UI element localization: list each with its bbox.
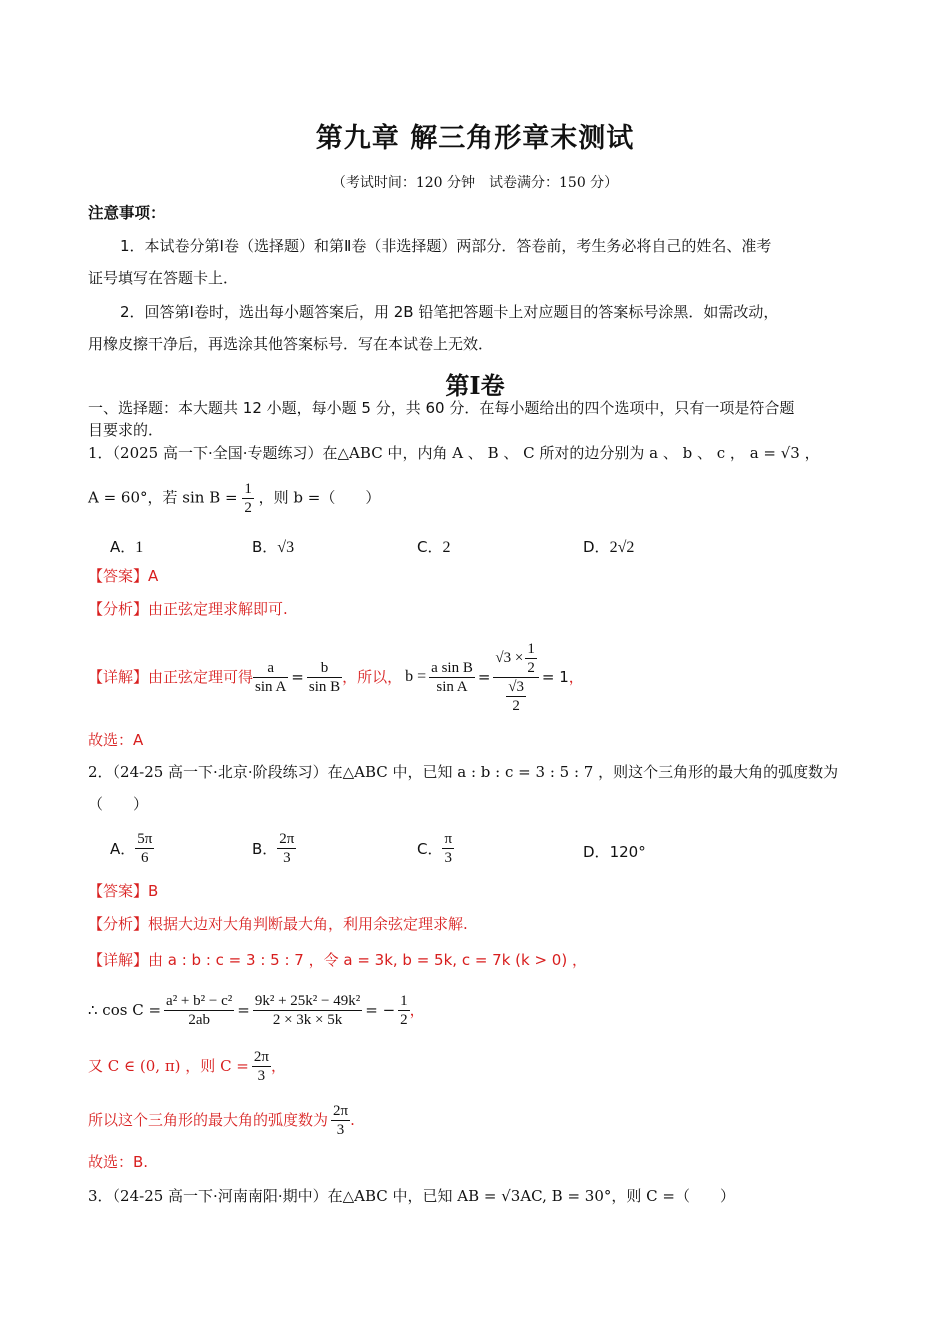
- q2-option-a: A． $\frac{5\pi}{6}$: [110, 831, 153, 866]
- notice-item-1: 1．本试卷分第Ⅰ卷（选择题）和第Ⅱ卷（非选择题）两部分．答卷前，考生务必将自己的姓名、准考: [120, 237, 772, 255]
- page-title: 第九章 解三角形章末测试: [315, 123, 635, 154]
- q1-stem-cond: A = 60°，若 sin B =: [88, 488, 238, 507]
- q2-detail-2: ∴ cos C = $\frac{\text{a² + b² − c²}}{2ab}$ = $\frac{\text{9k² + 25k² − 49k²}}{2 \times 3k \times 5k}$ = − $\frac{1}{2}$ ，: [88, 992, 425, 1028]
- q1-analysis: 【分析】由正弦定理求解即可.: [88, 600, 288, 618]
- exam-info: （考试时间：120 分钟 试卷满分：150 分）: [331, 175, 619, 191]
- q1-stem-fraction: [242, 480, 254, 517]
- q2-choose: 故选：B.: [88, 1153, 149, 1171]
- q1-stem-line2: [88, 480, 380, 517]
- section-title: 第Ⅰ卷: [445, 371, 505, 400]
- q1-option-d: D．2√2: [583, 538, 635, 556]
- q1-stem: 1．（2025 高一下·全国·专题练习）在△ABC 中，内角 A 、 B 、 C 所对的边分别为 a 、 b 、 c ， a = √3 ，: [88, 444, 820, 462]
- q1-choose: 故选：A: [88, 731, 144, 749]
- q2-detail-1: 【详解】由 a : b : c = 3 : 5 : 7 ，令 a = 3k, b = 5k, c = 7k (k > 0) ，: [88, 951, 587, 969]
- q1-answer: 【答案】A: [88, 567, 159, 585]
- q2-analysis: 【分析】根据大边对大角判断最大角，利用余弦定理求解.: [88, 915, 468, 933]
- section-intro: 一、选择题：本大题共 12 小题，每小题 5 分，共 60 分．在每小题给出的四个选项中，只有一项是符合题: [88, 399, 795, 417]
- section-intro-cont: 目要求的．: [88, 421, 164, 439]
- q1-detail-mid: ，所以，: [342, 667, 403, 686]
- notice-item-1-cont: 证号填写在答题卡上．: [88, 269, 239, 287]
- q1-detail-prefix: 【详解】由正弦定理可得: [88, 667, 254, 686]
- q1-option-c: C．2: [417, 538, 451, 556]
- q1-option-b: B．√3: [252, 538, 295, 556]
- q2-detail-4: 所以这个三角形的最大角的弧度数为 $\frac{2\pi}{3}$ .: [88, 1102, 355, 1138]
- q1-stem-ask: ，则 b =（ ）: [258, 488, 381, 507]
- q1-detail: 【详解】由正弦定理可得 $\frac{a}{\text{sin A}}$ = $\frac{b}{\text{sin B}}$ ，所以， b = $\frac{\text{a sin B}}{\text{sin A}}$ = √3 × $\frac{1}{2}$ $\frac{√3}{2}$ = 1 ，: [88, 640, 584, 714]
- q2-detail-3: 又 C ∈ (0, π) ，则 C = $\frac{2\pi}{3}$ ，: [88, 1048, 286, 1084]
- q2-stem-line2: （ ）: [88, 795, 149, 813]
- q3-stem: 3．（24-25 高一下·河南南阳·期中）在△ABC 中，已知 AB = √3AC, B = 30°，则 C =（ ）: [88, 1187, 735, 1205]
- q1-option-a: A．1: [110, 538, 144, 556]
- q2-stem: 2．（24-25 高一下·北京·阶段练习）在△ABC 中，已知 a : b : c = 3 : 5 : 7 ，则这个三角形的最大角的弧度数为: [88, 763, 839, 781]
- notice-heading: 注意事项：: [88, 204, 166, 222]
- q2-option-d: D．120°: [583, 843, 646, 861]
- q1-detail-frac-d: √3 × $\frac{1}{2}$ $\frac{√3}{2}$: [493, 640, 538, 715]
- notice-item-2-cont: 用橡皮擦干净后，再选涂其他答案标号．写在本试卷上无效．: [88, 335, 494, 353]
- q1-detail-frac-c: $\frac{\text{a sin B}}{\text{sin A}}$: [431, 659, 473, 695]
- q2-option-b: B． $\frac{2\pi}{3}$: [252, 831, 295, 866]
- q1-frac-num: 1: [244, 481, 252, 497]
- q1-detail-frac-b: $\frac{b}{\text{sin B}}$: [308, 659, 341, 695]
- q1-frac-den: 2: [244, 500, 252, 516]
- notice-item-2: 2．回答第Ⅰ卷时，选出每小题答案后，用 2B 铅笔把答题卡上对应题目的答案标号涂黑．如需改动，: [120, 303, 779, 321]
- q2-answer: 【答案】B: [88, 882, 159, 900]
- q1-detail-frac-a: $\frac{a}{\text{sin A}}$: [255, 659, 287, 695]
- q2-option-c: C． $\frac{\pi}{3}$: [417, 831, 453, 866]
